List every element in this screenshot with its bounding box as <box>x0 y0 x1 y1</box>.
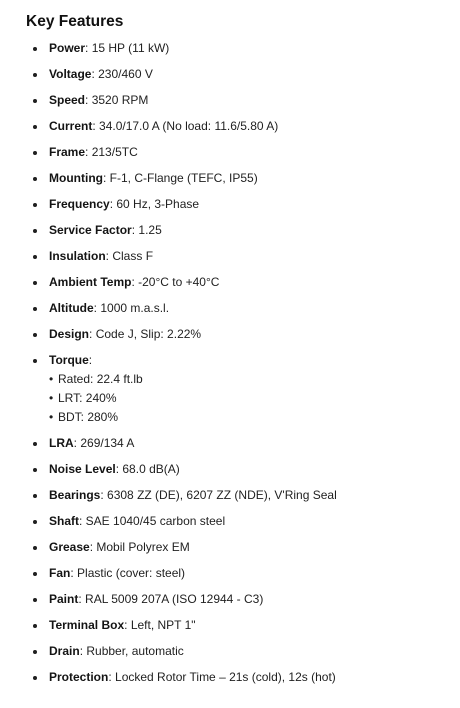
bullet-icon <box>33 125 37 129</box>
feature-separator: : <box>88 352 93 367</box>
feature-item <box>0 61 460 87</box>
feature-item <box>0 612 460 638</box>
bullet-icon <box>33 99 37 103</box>
feature-value: 34.0/17.0 A (No load: 11.6/5.80 A) <box>95 118 279 133</box>
feature-item <box>0 508 460 534</box>
feature-item <box>0 347 460 430</box>
feature-subitem-text: BDT: 280% <box>58 409 119 424</box>
feature-separator: : <box>93 300 98 315</box>
feature-value: 15 HP (11 kW) <box>88 40 170 55</box>
bullet-icon <box>33 47 37 51</box>
feature-subitem <box>49 389 460 408</box>
feature-item <box>0 586 460 612</box>
feature-value: SAE 1040/45 carbon steel <box>82 513 226 528</box>
feature-separator: : <box>73 435 78 450</box>
feature-label: Noise Level <box>49 461 116 476</box>
bullet-icon <box>33 572 37 576</box>
feature-label: Grease <box>49 539 90 554</box>
feature-separator: : <box>100 487 104 502</box>
feature-separator: : <box>109 196 114 211</box>
bullet-icon <box>33 203 37 207</box>
feature-label: Protection <box>49 669 109 684</box>
feature-label: Bearings <box>49 487 101 502</box>
feature-label: Frequency <box>49 196 110 211</box>
feature-value: Class F <box>109 248 154 263</box>
feature-value: 1000 m.a.s.l. <box>97 300 170 315</box>
feature-separator: : <box>89 539 94 554</box>
feature-item <box>0 321 460 347</box>
bullet-icon <box>33 177 37 181</box>
bullet-icon <box>33 494 37 498</box>
feature-separator: : <box>92 118 96 133</box>
feature-label: Voltage <box>49 66 92 81</box>
feature-value: Plastic (cover: steel) <box>73 565 186 580</box>
feature-separator: : <box>78 591 82 606</box>
feature-item <box>0 456 460 482</box>
bullet-icon <box>33 359 37 363</box>
feature-value: F-1, C-Flange (TEFC, IP55) <box>106 170 258 185</box>
feature-subitem-text: LRT: 240% <box>58 390 117 405</box>
bullet-icon <box>33 73 37 77</box>
feature-item <box>0 638 460 664</box>
bullet-icon <box>33 229 37 233</box>
bullet-icon <box>33 624 37 628</box>
bullet-icon <box>33 151 37 155</box>
feature-item <box>0 534 460 560</box>
section-heading: Key Features <box>26 13 124 30</box>
bullet-icon <box>33 520 37 524</box>
feature-value: Code J, Slip: 2.22% <box>92 326 202 341</box>
feature-subitem <box>49 408 460 427</box>
feature-item <box>0 87 460 113</box>
feature-item <box>0 269 460 295</box>
feature-label: Power <box>49 40 86 55</box>
feature-item <box>0 295 460 321</box>
feature-label: Ambient Temp <box>49 274 132 289</box>
feature-separator: : <box>115 461 120 476</box>
feature-item <box>0 139 460 165</box>
feature-item <box>0 217 460 243</box>
bullet-icon <box>33 676 37 680</box>
feature-value: 3520 RPM <box>88 92 149 107</box>
feature-item <box>0 35 460 61</box>
feature-item <box>0 560 460 586</box>
feature-value: RAL 5009 207A (ISO 12944 - C3) <box>81 591 264 606</box>
bullet-icon <box>33 255 37 259</box>
feature-value: 230/460 V <box>94 66 153 81</box>
feature-label: Insulation <box>49 248 106 263</box>
feature-label: LRA <box>49 435 74 450</box>
feature-separator: : <box>131 222 136 237</box>
feature-subitem <box>49 370 460 389</box>
bullet-icon <box>33 442 37 446</box>
bullet-icon <box>33 598 37 602</box>
feature-value: 6308 ZZ (DE), 6207 ZZ (NDE), V'Ring Seal <box>103 487 337 502</box>
feature-item <box>0 165 460 191</box>
feature-value: 269/134 A <box>77 435 135 450</box>
feature-value: 213/5TC <box>88 144 138 159</box>
feature-separator: : <box>79 643 84 658</box>
feature-separator: : <box>102 170 107 185</box>
feature-separator: : <box>79 513 83 528</box>
feature-item <box>0 243 460 269</box>
feature-label: Terminal Box <box>49 617 125 632</box>
feature-separator: : <box>70 565 74 580</box>
feature-label: Frame <box>49 144 86 159</box>
bullet-icon <box>33 307 37 311</box>
feature-label: Drain <box>49 643 80 658</box>
feature-value: Left, NPT 1" <box>127 617 196 632</box>
bullet-icon <box>33 468 37 472</box>
feature-label: Paint <box>49 591 79 606</box>
feature-label: Speed <box>49 92 86 107</box>
bullet-icon <box>33 546 37 550</box>
feature-label: Fan <box>49 565 71 580</box>
feature-value: Mobil Polyrex EM <box>93 539 190 554</box>
feature-value: 68.0 dB(A) <box>119 461 180 476</box>
feature-separator: : <box>85 40 89 55</box>
feature-value: Rubber, automatic <box>83 643 184 658</box>
feature-label: Mounting <box>49 170 103 185</box>
feature-value: -20°C to +40°C <box>134 274 220 289</box>
feature-value: 1.25 <box>135 222 162 237</box>
feature-separator: : <box>85 92 89 107</box>
feature-label: Service Factor <box>49 222 132 237</box>
feature-value: Locked Rotor Time – 21s (cold), 12s (hot) <box>111 669 336 684</box>
feature-separator: : <box>105 248 110 263</box>
feature-sublist <box>49 370 460 427</box>
bullet-icon <box>33 333 37 337</box>
feature-label: Shaft <box>49 513 79 528</box>
feature-label: Altitude <box>49 300 94 315</box>
sub-bullet-icon: • <box>49 371 54 386</box>
bullet-icon <box>33 650 37 654</box>
feature-separator: : <box>108 669 112 684</box>
feature-item <box>0 430 460 456</box>
feature-separator: : <box>89 326 93 341</box>
feature-item <box>0 113 460 139</box>
feature-label: Design <box>49 326 90 341</box>
features-list <box>0 35 460 690</box>
feature-separator: : <box>85 144 89 159</box>
feature-label: Torque <box>49 352 89 367</box>
feature-label: Current <box>49 118 93 133</box>
feature-separator: : <box>124 617 128 632</box>
feature-separator: : <box>131 274 135 289</box>
feature-item <box>0 664 460 690</box>
feature-value: 60 Hz, 3-Phase <box>113 196 200 211</box>
feature-separator: : <box>91 66 95 81</box>
feature-item <box>0 482 460 508</box>
feature-item <box>0 191 460 217</box>
sub-bullet-icon: • <box>49 390 54 405</box>
feature-subitem-text: Rated: 22.4 ft.lb <box>58 371 143 386</box>
sub-bullet-icon: • <box>49 409 54 424</box>
bullet-icon <box>33 281 37 285</box>
